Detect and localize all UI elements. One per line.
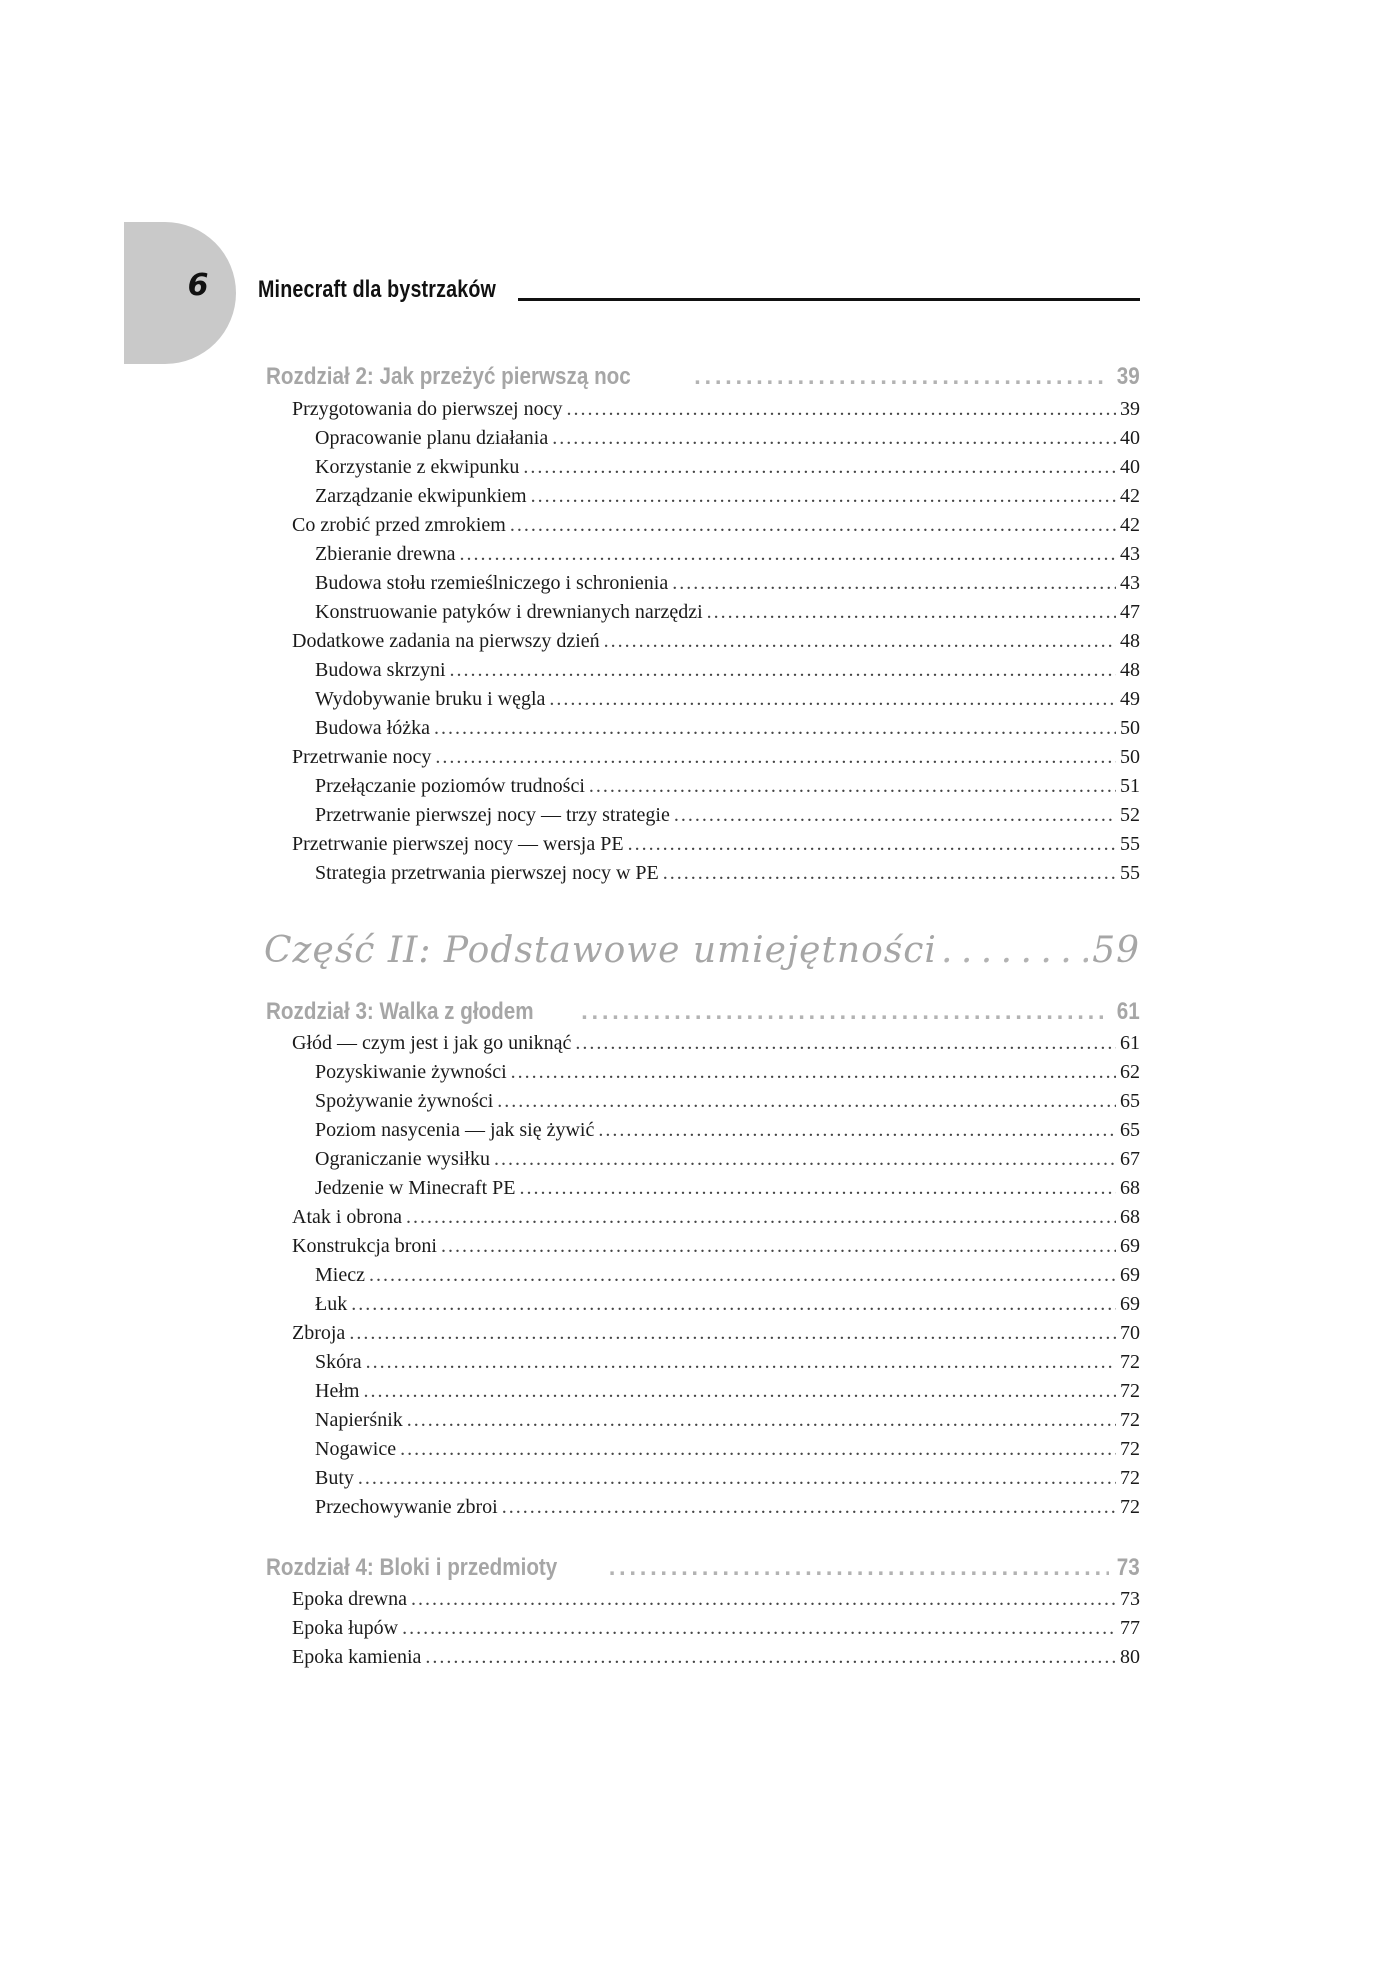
toc-entry-page: 39	[1117, 363, 1140, 390]
toc-entry-title: Budowa stołu rzemieślniczego i schronienia	[315, 572, 669, 594]
dot-leader	[628, 833, 1116, 856]
toc-entry-title: Zarządzanie ekwipunkiem	[315, 485, 527, 507]
dot-leader	[407, 1409, 1116, 1432]
toc-entry-page: 48	[1120, 659, 1140, 681]
dot-leader	[589, 775, 1116, 798]
toc-entry	[315, 1467, 1140, 1490]
dot-leader	[459, 543, 1116, 566]
dot-leader	[363, 1380, 1116, 1403]
toc-entry-page: 55	[1120, 833, 1140, 855]
dot-leader	[604, 630, 1116, 653]
dot-leader	[531, 485, 1116, 508]
toc-entry-title: Część II: Podstawowe umiejętności	[264, 930, 937, 971]
toc-entry-title: Budowa łóżka	[315, 717, 430, 739]
dot-leader	[351, 1293, 1116, 1316]
toc-entry-title: Pozyskiwanie żywności	[315, 1061, 507, 1083]
toc-entry	[292, 833, 1140, 856]
dot-leader	[523, 456, 1116, 479]
toc-entry	[292, 630, 1140, 653]
dot-leader	[674, 804, 1116, 827]
toc-entry-page: 42	[1120, 485, 1140, 507]
toc-entry-page: 72	[1120, 1467, 1140, 1489]
toc-chapter-entry	[266, 998, 1140, 1026]
toc-entry-page: 47	[1120, 601, 1140, 623]
toc-entry	[315, 804, 1140, 827]
toc-entry	[292, 1646, 1140, 1669]
dot-leader	[441, 1235, 1116, 1258]
toc-entry-title: Poziom nasycenia — jak się żywić	[315, 1119, 595, 1141]
dot-leader	[549, 688, 1116, 711]
toc-entry-page: 55	[1120, 862, 1140, 884]
toc-entry-page: 40	[1120, 427, 1140, 449]
toc-entry-page: 72	[1120, 1351, 1140, 1373]
dot-leader	[358, 1467, 1116, 1490]
toc-entry-page: 61	[1120, 1032, 1140, 1054]
toc-entry-page: 48	[1120, 630, 1140, 652]
toc-entry-title: Przetrwanie pierwszej nocy — trzy strategie	[315, 804, 670, 826]
toc-entry	[315, 775, 1140, 798]
dot-leader	[497, 1090, 1116, 1113]
dot-leader	[402, 1617, 1116, 1640]
toc-entry	[292, 1588, 1140, 1611]
toc-entry-page: 72	[1120, 1438, 1140, 1460]
dot-leader	[400, 1438, 1116, 1461]
toc-entry-title: Strategia przetrwania pierwszej nocy w PE	[315, 862, 659, 884]
toc-entry-page: 80	[1120, 1646, 1140, 1668]
toc-entry-page: 72	[1120, 1496, 1140, 1518]
toc-chapter-entry	[266, 1554, 1140, 1582]
toc-entry-title: Zbieranie drewna	[315, 543, 456, 565]
toc-part-heading	[264, 930, 1140, 971]
dot-leader	[494, 1148, 1116, 1171]
dot-leader	[663, 862, 1116, 885]
toc-entry-title: Jedzenie w Minecraft PE	[315, 1177, 516, 1199]
toc-entry-title: Zbroja	[292, 1322, 346, 1344]
toc-entry-page: 59	[1092, 930, 1140, 971]
dot-leader	[411, 1588, 1116, 1611]
toc-entry	[315, 862, 1140, 885]
toc-entry-page: 52	[1120, 804, 1140, 826]
toc-entry	[292, 514, 1140, 537]
toc-entry	[315, 485, 1140, 508]
toc-entry	[315, 1177, 1140, 1200]
dot-leader	[707, 601, 1116, 624]
dot-leader	[598, 1119, 1116, 1142]
dot-leader	[502, 1496, 1116, 1519]
toc-entry-title: Przetrwanie pierwszej nocy — wersja PE	[292, 833, 624, 855]
toc-entry-page: 68	[1120, 1177, 1140, 1199]
toc-entry	[292, 1322, 1140, 1345]
toc-entry	[315, 427, 1140, 450]
toc-entry-page: 50	[1120, 717, 1140, 739]
toc-entry-page: 43	[1120, 543, 1140, 565]
toc-entry-title: Korzystanie z ekwipunku	[315, 456, 520, 478]
dot-leader	[349, 1322, 1116, 1345]
dot-leader	[566, 398, 1116, 421]
toc-entry	[315, 456, 1140, 479]
dot-leader	[406, 1206, 1116, 1229]
toc-entry	[315, 688, 1140, 711]
toc-entry	[315, 1496, 1140, 1519]
toc-entry-page: 42	[1120, 514, 1140, 536]
toc-entry-title: Spożywanie żywności	[315, 1090, 494, 1112]
dot-leader	[425, 1646, 1116, 1669]
toc-entry	[292, 398, 1140, 421]
toc-entry-page: 72	[1120, 1380, 1140, 1402]
dot-leader	[694, 363, 1109, 391]
toc-entry	[315, 1148, 1140, 1171]
toc-entry-page: 65	[1120, 1119, 1140, 1141]
page-number: 6	[187, 268, 209, 303]
toc-entry-title: Atak i obrona	[292, 1206, 402, 1228]
toc-entry-title: Ograniczanie wysiłku	[315, 1148, 490, 1170]
dot-leader	[435, 746, 1116, 769]
dot-leader	[450, 659, 1116, 682]
toc-entry-page: 61	[1117, 998, 1140, 1025]
toc-entry-title: Przygotowania do pierwszej nocy	[292, 398, 563, 420]
toc-entry-page: 72	[1120, 1409, 1140, 1431]
toc-entry-title: Hełm	[315, 1380, 360, 1402]
toc-entry-page: 49	[1120, 688, 1140, 710]
toc-entry-title: Łuk	[315, 1293, 348, 1315]
toc-entry-title: Buty	[315, 1467, 354, 1489]
toc-entry	[292, 1206, 1140, 1229]
toc-entry-title: Rozdział 3: Walka z głodem	[266, 998, 534, 1025]
toc-entry-page: 39	[1120, 398, 1140, 420]
running-title: Minecraft dla bystrzaków	[258, 276, 496, 303]
toc-entry-page: 51	[1120, 775, 1140, 797]
toc-entry-title: Skóra	[315, 1351, 362, 1373]
toc-entry-title: Przetrwanie nocy	[292, 746, 432, 768]
dot-leader	[510, 514, 1116, 537]
toc-chapter-entry	[266, 363, 1140, 391]
toc-entry-page: 69	[1120, 1235, 1140, 1257]
toc-entry-page: 70	[1120, 1322, 1140, 1344]
toc-entry-page: 40	[1120, 456, 1140, 478]
toc-entry	[315, 717, 1140, 740]
toc-entry	[315, 543, 1140, 566]
dot-leader	[575, 1032, 1116, 1055]
toc-entry-title: Rozdział 4: Bloki i przedmioty	[266, 1554, 558, 1581]
toc-entry-title: Budowa skrzyni	[315, 659, 446, 681]
toc-entry-page: 65	[1120, 1090, 1140, 1112]
toc-entry	[315, 1061, 1140, 1084]
dot-leader	[369, 1264, 1116, 1287]
toc-entry	[292, 746, 1140, 769]
toc-entry	[292, 1032, 1140, 1055]
toc-entry-title: Epoka kamienia	[292, 1646, 422, 1668]
dot-leader	[552, 427, 1116, 450]
toc-entry-title: Opracowanie planu działania	[315, 427, 549, 449]
toc-entry-page: 77	[1120, 1617, 1140, 1639]
dot-leader	[519, 1177, 1116, 1200]
toc-entry-page: 43	[1120, 572, 1140, 594]
toc-entry	[315, 1293, 1140, 1316]
dot-leader	[366, 1351, 1116, 1374]
toc-entry-title: Konstrukcja broni	[292, 1235, 437, 1257]
toc-entry	[315, 1409, 1140, 1432]
toc-entry-title: Epoka drewna	[292, 1588, 407, 1610]
toc-entry-title: Miecz	[315, 1264, 365, 1286]
toc-entry	[315, 1264, 1140, 1287]
toc-entry	[315, 1380, 1140, 1403]
toc-entry-page: 50	[1120, 746, 1140, 768]
toc-entry-page: 73	[1117, 1554, 1140, 1581]
toc-entry	[315, 572, 1140, 595]
header-rule	[518, 298, 1140, 301]
dot-leader	[672, 572, 1116, 595]
toc-entry	[315, 601, 1140, 624]
toc-entry-title: Nogawice	[315, 1438, 397, 1460]
toc-entry-title: Przełączanie poziomów trudności	[315, 775, 585, 797]
dot-leader	[511, 1061, 1116, 1084]
toc-entry-title: Konstruowanie patyków i drewnianych narzędzi	[315, 601, 703, 623]
toc-entry-page: 68	[1120, 1206, 1140, 1228]
dot-leader	[609, 1554, 1110, 1582]
toc-entry	[315, 1090, 1140, 1113]
toc-entry-title: Głód — czym jest i jak go uniknąć	[292, 1032, 572, 1054]
dot-leader	[581, 998, 1109, 1026]
toc-entry-page: 67	[1120, 1148, 1140, 1170]
toc-entry-page: 62	[1120, 1061, 1140, 1083]
dot-leader	[434, 717, 1116, 740]
dot-leader	[941, 930, 1088, 971]
toc-entry-title: Rozdział 2: Jak przeżyć pierwszą noc	[266, 363, 631, 390]
toc-entry-title: Przechowywanie zbroi	[315, 1496, 498, 1518]
toc-entry	[315, 1119, 1140, 1142]
toc-entry-page: 73	[1120, 1588, 1140, 1610]
toc-entry-title: Dodatkowe zadania na pierwszy dzień	[292, 630, 600, 652]
toc-entry-title: Napierśnik	[315, 1409, 403, 1431]
toc-entry-page: 69	[1120, 1293, 1140, 1315]
toc-entry	[292, 1235, 1140, 1258]
toc-entry-title: Co zrobić przed zmrokiem	[292, 514, 506, 536]
toc-entry-title: Wydobywanie bruku i węgla	[315, 688, 546, 710]
toc-entry-title: Epoka łupów	[292, 1617, 399, 1639]
toc-entry	[292, 1617, 1140, 1640]
toc-entry	[315, 659, 1140, 682]
toc-entry-page: 69	[1120, 1264, 1140, 1286]
toc-entry	[315, 1438, 1140, 1461]
toc-entry	[315, 1351, 1140, 1374]
